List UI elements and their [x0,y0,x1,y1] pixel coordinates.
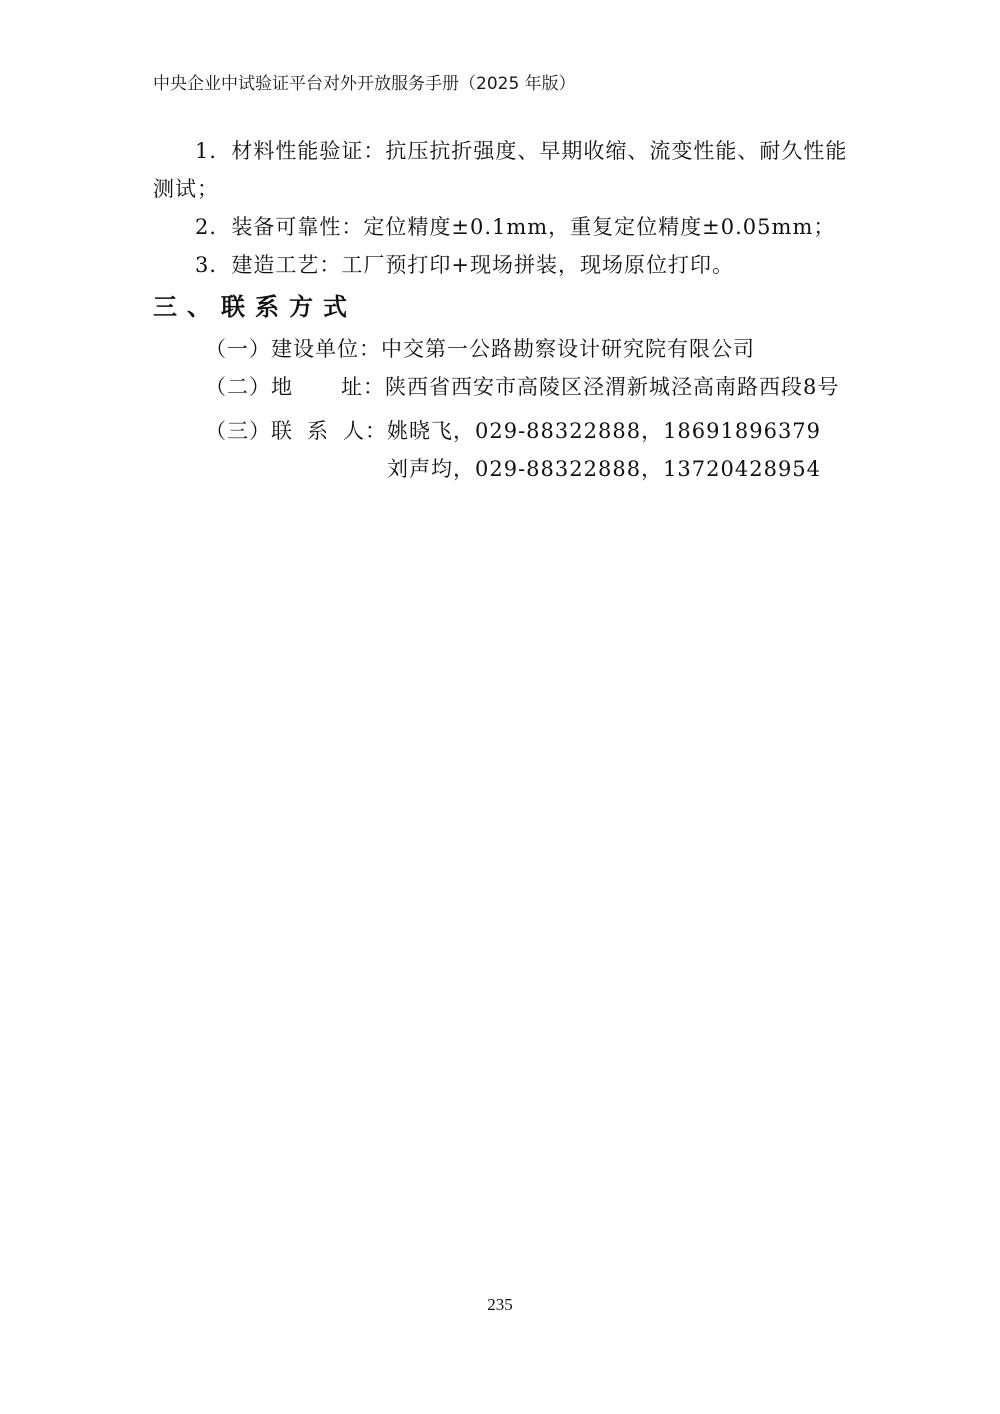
contact-address-value: 陕西省西安市高陵区泾渭新城泾高南路西段8号 [385,375,840,399]
contact-person-1 [153,412,853,450]
contact-person-label-prefix: （三）联 [205,419,293,443]
section-title-contact: 三、联系方式 [153,293,357,321]
contact-address-label-prefix: （二）地 [205,375,293,399]
document-body [153,132,853,488]
contact-person-label-suffix: 人： [343,419,387,443]
contact-address-label-suffix: 址： [341,375,385,399]
contact-address [153,368,853,406]
contact-person-1-value: 姚晓飞，029-88322888，18691896379 [387,419,822,443]
contact-unit-label: （一）建设单位： [205,337,381,361]
contact-person-2-value: 刘声均，029-88322888，13720428954 [387,457,822,481]
contact-unit [153,330,853,368]
test-item-3: 3．建造工艺：工厂预打印+现场拼装，现场原位打印。 [195,253,734,277]
test-item-2: 2．装备可靠性：定位精度±0.1mm，重复定位精度±0.05mm； [195,215,836,239]
contact-unit-value: 中交第一公路勘察设计研究院有限公司 [381,337,755,361]
document-header: 中央企业中试验证平台对外开放服务手册（2025 年版） [153,74,576,94]
contact-person-2 [153,450,853,488]
contact-person-label-mid: 系 [307,419,329,443]
test-item-1: 1．材料性能验证：抗压抗折强度、早期收缩、流变性能、耐久性能测试； [153,139,848,201]
page-number: 235 [487,1295,513,1314]
